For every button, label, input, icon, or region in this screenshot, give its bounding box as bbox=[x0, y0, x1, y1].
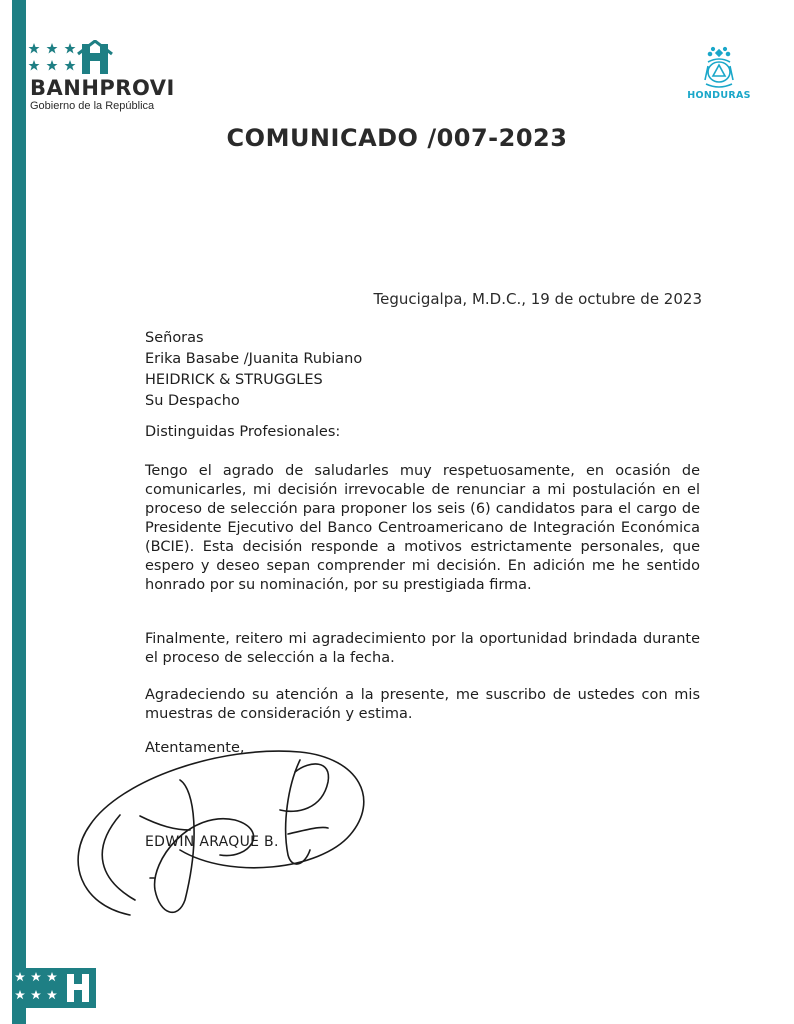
sidebar-accent-stripe bbox=[12, 0, 26, 1024]
recipient-line: Señoras bbox=[145, 330, 204, 346]
body-paragraph: Tengo el agrado de saludarles muy respetuosamente, en ocasión de comunicarles, mi decisión irrevocable de renunciar a mi postulación en el proceso de selección para proponer los seis (6) candidatos para el cargo de Presidente Ejecutivo del Banco Centroamericano de Integración Económica (BCIE). Esta decisión responde a motivos estrictamente personales, que espero y deseo sepan comprender mi decisión. En adición me he sentido honrado por su nominación, por su prestigiada firma. bbox=[145, 463, 700, 593]
body-paragraph: Finalmente, reitero mi agradecimiento por la oportunidad brindada durante el proceso de selección a la fecha. bbox=[145, 631, 700, 666]
body-paragraph: Agradeciendo su atención a la presente, me suscribo de ustedes con mis muestras de consideración y estima. bbox=[145, 687, 700, 722]
brand-subtitle: Gobierno de la República bbox=[30, 100, 155, 112]
recipient-block bbox=[145, 328, 362, 412]
stars-house-logo-icon bbox=[28, 40, 128, 76]
coat-of-arms-icon bbox=[686, 44, 752, 90]
footer-logo-icon bbox=[12, 968, 96, 1008]
banhprovi-logo bbox=[28, 40, 198, 120]
closing: Atentamente, bbox=[145, 740, 245, 756]
recipient-line: Su Despacho bbox=[145, 393, 240, 409]
recipient-line: HEIDRICK & STRUGGLES bbox=[145, 372, 323, 388]
honduras-label: HONDURAS bbox=[687, 90, 751, 101]
signer-name: EDWIN ARAQUE B. bbox=[145, 834, 279, 850]
salutation: Distinguidas Profesionales: bbox=[145, 424, 341, 440]
date-line: Tegucigalpa, M.D.C., 19 de octubre de 2023 bbox=[373, 290, 702, 308]
honduras-logo bbox=[686, 44, 752, 106]
recipient-line: Erika Basabe /Juanita Rubiano bbox=[145, 351, 363, 367]
document-title: COMUNICADO /007-2023 bbox=[226, 124, 568, 152]
brand-name: BANHPROVI bbox=[30, 76, 175, 100]
handwritten-signature bbox=[60, 730, 390, 930]
